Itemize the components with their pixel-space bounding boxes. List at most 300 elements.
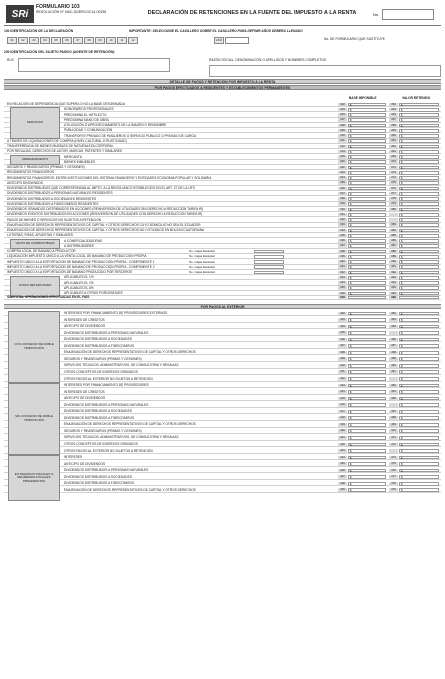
month-box[interactable]: 11 [117, 37, 127, 44]
value-input[interactable]: $ [399, 286, 439, 290]
razon-label: RAZÓN SOCIAL, DENOMINACIÓN O APELLIDOS Y NOMBRES COMPLETOS [209, 58, 327, 62]
row-label: DIVIDENDOS DISTRIBUIDOS A PERSONAS NATURALES [64, 468, 149, 473]
value-input[interactable]: $ [399, 244, 439, 248]
form-row [4, 455, 441, 460]
base-input[interactable]: $ [348, 139, 386, 143]
base-input[interactable]: $ [348, 265, 386, 269]
base-input[interactable]: $ [348, 443, 386, 447]
row-label: POR REGALÍAS, DERECHOS DE AUTOR, MARCAS, PATENTES Y SIMILARES [7, 149, 123, 154]
base-code: 320 [338, 160, 347, 164]
form-row [4, 468, 441, 473]
row-label: INTERESES DE CRÉDITOS [64, 317, 105, 322]
base-input[interactable]: $ [348, 208, 386, 212]
row-label: COMPRA LOCAL DE BANANO A PRODUCTOR [7, 249, 76, 253]
row-label: PAGOS DE BIENES O SERVICIOS NO SUJETOS A RETENCIÓN [7, 217, 102, 222]
form-row [4, 363, 441, 368]
base-input[interactable]: $ [348, 255, 386, 259]
value-input[interactable]: $ [399, 377, 439, 381]
form-103-page [4, 3, 441, 673]
form-row [4, 396, 441, 401]
base-code: 423 [338, 449, 347, 453]
base-code: 405 [338, 331, 347, 335]
value-input[interactable]: $ [399, 449, 439, 453]
base-input[interactable]: $ [348, 150, 386, 154]
subtotal-label: SUBTOTAL OPERACIONES EFECTUADAS EN EL PAÍS [7, 295, 90, 299]
cajas-input[interactable] [254, 260, 284, 264]
row-group-label: OTRAS RETENCIONES [10, 276, 60, 297]
month-box[interactable]: 03 [29, 37, 39, 44]
base-input[interactable]: $ [348, 192, 386, 196]
base-input[interactable]: $ [348, 176, 386, 180]
base-input[interactable]: $ [348, 181, 386, 185]
value-input[interactable]: $ [399, 139, 439, 143]
row-group-label: SIN CONVENIO DE DOBLE TRIBUTACIÓN [8, 383, 60, 455]
form-row [4, 475, 441, 480]
value-code: 369 [389, 155, 398, 159]
row-label: IMPUESTO ÚNICO A LA EXPORTACIÓN DE BANANO DE PRODUCCIÓN PROPIA - COMPONENTE 2 [7, 264, 155, 269]
value-input[interactable]: $ [399, 218, 439, 222]
value-input[interactable]: $ [399, 271, 439, 275]
base-input[interactable]: $ [348, 370, 386, 374]
value-input[interactable]: $ [399, 265, 439, 269]
value-input[interactable]: $ [399, 331, 439, 335]
row-label: DIVIDENDOS DISTRIBUIDOS A SOCIEDADES [64, 337, 132, 342]
value-code: 478 [389, 482, 398, 486]
base-code: 412 [338, 377, 347, 381]
month-box[interactable]: 10 [106, 37, 116, 44]
base-input[interactable]: $ [348, 429, 386, 433]
base-input[interactable]: $ [348, 213, 386, 217]
value-input[interactable]: $ [399, 197, 439, 201]
row-label: IMPUESTO ÚNICO A LA EXPORTACIÓN DE BANANO PRODUCIDO POR TERCEROS [7, 270, 133, 274]
form-row [4, 390, 441, 395]
base-input[interactable]: $ [348, 338, 386, 342]
base-input[interactable]: $ [348, 449, 386, 453]
row-label: ENAJENACIÓN DE DERECHOS REPRESENTATIVOS DE CAPITAL Y OTROS DERECHOS [64, 350, 196, 355]
row-label: LOTERÍAS, RIFAS, APUESTAS Y SIMILARES [7, 233, 73, 238]
base-input[interactable]: $ [348, 197, 386, 201]
base-code: 402 [338, 312, 347, 316]
base-input[interactable]: $ [348, 229, 386, 233]
value-input[interactable]: $ [399, 213, 439, 217]
value-input[interactable]: $ [399, 229, 439, 233]
value-input[interactable]: $ [399, 403, 439, 407]
base-input[interactable]: $ [348, 234, 386, 238]
base-input[interactable]: $ [348, 357, 386, 361]
base-code: 404 [338, 325, 347, 329]
row-label: OTROS PAGOS AL EXTERIOR NO SUJETOS A RETENCIÓN [64, 448, 153, 453]
month-box[interactable]: 04 [40, 37, 50, 44]
value-input[interactable]: $ [399, 344, 439, 348]
form-row [4, 370, 441, 375]
id-section-label: 100 IDENTIFICACIÓN DE LA DECLARACIÓN [4, 29, 74, 33]
base-code: 327 [338, 192, 347, 196]
row-label: DIVIDENDOS DISTRIBUIDOS A FIDEICOMISOS [64, 343, 135, 348]
detalle-section: DETALLE DE PAGOS Y RETENCIÓN POR IMPUESTO A LA RENTA [4, 79, 441, 84]
form-row [4, 442, 441, 447]
value-input[interactable]: $ [399, 397, 439, 401]
value-code [389, 403, 398, 407]
value-input[interactable]: $ [399, 103, 439, 107]
base-input[interactable]: $ [348, 223, 386, 227]
value-code: 388 [389, 250, 398, 254]
month-box[interactable]: 06 [62, 37, 72, 44]
value-input[interactable]: $ [399, 118, 439, 122]
value-input[interactable]: $ [399, 482, 439, 486]
subtotal-row [4, 295, 441, 300]
value-input[interactable]: $ [399, 338, 439, 342]
no-field[interactable] [382, 9, 434, 20]
value-code: 464 [389, 390, 398, 394]
base-code: 334 [338, 229, 347, 233]
row-label: DIVIDENDOS DISTRIBUIDOS A PERSONAS NATURALES [64, 330, 149, 335]
value-input[interactable]: $ [399, 260, 439, 264]
row-label: DIVIDENDOS GRAVADOS DISTRIBUIDOS EN ACCIONES (REINVERSIÓN DE UTILIDADES SIN DERECHO A REDUCCIÓN TARIFA IR) [7, 207, 203, 211]
value-code: 380 [389, 208, 398, 212]
base-input[interactable]: $ [348, 166, 386, 170]
base-code: 302 [338, 103, 347, 107]
value-input[interactable]: $ [399, 292, 439, 296]
base-code: 331 [338, 213, 347, 217]
value-code: 386 [389, 239, 398, 243]
value-input[interactable]: $ [399, 370, 439, 374]
base-input[interactable]: $ [348, 377, 386, 381]
base-code: 429 [338, 488, 347, 492]
row-label: ANTICIPO DE DIVIDENDOS [64, 396, 106, 401]
subtotal-value-field[interactable] [399, 296, 439, 300]
base-input[interactable]: $ [348, 281, 386, 285]
row-label: SERVICIOS TÉCNICOS, ADMINISTRATIVOS, DE CONSULTORÍA Y REGALÍAS [64, 363, 179, 368]
value-input[interactable]: $ [399, 176, 439, 180]
base-code: 410 [338, 364, 347, 368]
subtotal-code-2: 399 [389, 296, 398, 300]
value-code: 460 [389, 364, 398, 368]
value-input[interactable]: $ [399, 436, 439, 440]
year-field[interactable] [214, 37, 249, 44]
base-input[interactable]: $ [348, 113, 386, 117]
cajas-input[interactable] [254, 255, 284, 259]
base-code: 418 [338, 416, 347, 420]
value-code: 467 [389, 410, 398, 414]
cajas-label: No. Cajas Estándar [189, 270, 216, 274]
form-row [4, 481, 441, 486]
value-code: 390 [389, 260, 398, 264]
form-row [4, 488, 441, 493]
value-code: 387 [389, 244, 398, 248]
value-input[interactable]: $ [399, 318, 439, 322]
value-input[interactable]: $ [399, 108, 439, 112]
base-input[interactable]: $ [348, 260, 386, 264]
base-input[interactable]: $ [348, 218, 386, 222]
base-input[interactable]: $ [348, 118, 386, 122]
row-label: DIVIDENDOS EXENTOS DISTRIBUIDOS EN ACCIONES (REINVERSIÓN DE UTILIDADES CON DERECHO A REDUCCIÓN TARIFA IR) [7, 212, 203, 217]
base-input[interactable]: $ [348, 351, 386, 355]
base-input[interactable]: $ [348, 276, 386, 280]
value-input[interactable]: $ [399, 456, 439, 460]
base-code: 336 [338, 239, 347, 243]
base-input[interactable]: $ [348, 244, 386, 248]
base-input[interactable]: $ [348, 397, 386, 401]
row-label: DIVIDENDOS DISTRIBUIDOS A FIDEICOMISOS [64, 415, 135, 420]
value-input[interactable]: $ [399, 351, 439, 355]
value-input[interactable]: $ [399, 281, 439, 285]
value-code: 461 [389, 370, 398, 374]
row-label: DIVIDENDOS DISTRIBUIDOS A FIDEICOMISOS [64, 481, 135, 486]
row-label: RENDIMIENTOS FINANCIEROS: ENTRE INSTITUCIONES DEL SISTEMA FINANCIERO Y ENTIDADES ECONOMÍA POPULAR Y SOLIDARIA [7, 175, 212, 180]
value-input[interactable]: $ [399, 187, 439, 191]
value-input[interactable]: $ [399, 416, 439, 420]
base-code: 428 [338, 482, 347, 486]
value-code: 469 [389, 423, 398, 427]
value-input[interactable]: $ [399, 462, 439, 466]
cajas-input[interactable] [254, 271, 284, 275]
id-important: IMPORTANTE: SELECCIONE EL CASILLERO SOBRE EL CASILLERO PARA DEFINIR AÑOS DEBERÁ LLENADO [129, 29, 303, 33]
base-input[interactable]: $ [348, 482, 386, 486]
value-code: 454 [389, 325, 398, 329]
row-label: OTROS PAGOS AL EXTERIOR NO SUJETOS A RETENCIÓN [64, 376, 153, 381]
row-group-label: SERVICIOS [10, 107, 60, 139]
value-code [389, 449, 398, 453]
base-input[interactable]: $ [348, 403, 386, 407]
base-input[interactable]: $ [348, 108, 386, 112]
value-input[interactable]: $ [399, 234, 439, 238]
row-label: SEGUROS Y REASEGUROS (PRIMAS Y CESIONES) [7, 165, 85, 169]
base-input[interactable]: $ [348, 145, 386, 149]
row-label: PREDOMINA EL INTELECTO [64, 112, 107, 117]
base-code: 409 [338, 357, 347, 361]
value-code [389, 331, 398, 335]
value-code: 379 [389, 202, 398, 206]
value-input[interactable]: $ [399, 134, 439, 138]
row-label: BIENES INMUEBLES [64, 159, 95, 164]
base-input[interactable]: $ [348, 129, 386, 133]
value-input[interactable]: $ [399, 166, 439, 170]
row-label: ANTICIPO DE DIVIDENDOS [64, 461, 106, 466]
razon-field[interactable] [209, 65, 441, 77]
column-header [4, 96, 441, 101]
cajas-label: No. Cajas Estándar [189, 264, 216, 269]
base-code: 422 [338, 443, 347, 447]
base-code: 337 [338, 244, 347, 248]
value-code: 361 [389, 139, 398, 143]
value-code: 389 [389, 255, 398, 259]
row-label: RENDIMIENTOS FINANCIEROS [7, 170, 55, 175]
value-input[interactable]: $ [399, 469, 439, 473]
value-input[interactable]: $ [399, 155, 439, 159]
month-box[interactable]: 01 [7, 37, 17, 44]
base-code: 333 [338, 223, 347, 227]
base-input[interactable]: $ [348, 271, 386, 275]
base-code: 330 [338, 208, 347, 212]
base-input[interactable]: $ [348, 292, 386, 296]
row-label: SEGUROS Y REASEGUROS (PRIMAS Y CESIONES) [64, 428, 142, 433]
cajas-label: No. Cajas Estándar [189, 259, 216, 264]
row-label: ENAJENACIÓN DE DERECHOS REPRESENTATIVOS DE CAPITAL Y OTROS DERECHOS CUYO DOMICILIO NO SEA EL ECUADOR [7, 222, 201, 227]
base-code: 343 [338, 276, 347, 280]
row-label: DIVIDENDOS DISTRIBUIDOS A FIDEICOMISOS RESIDENTES [7, 201, 99, 206]
value-input[interactable]: $ [399, 488, 439, 492]
base-input[interactable]: $ [348, 134, 386, 138]
base-header: BASE IMPONIBLE [349, 96, 377, 100]
base-code: 335 [338, 234, 347, 238]
base-code: 341 [338, 265, 347, 269]
value-input[interactable]: $ [399, 384, 439, 388]
value-code: 370 [389, 160, 398, 164]
form-row [4, 357, 441, 362]
base-input[interactable]: $ [348, 124, 386, 128]
value-input[interactable]: $ [399, 276, 439, 280]
month-box[interactable]: 09 [95, 37, 105, 44]
base-input[interactable]: $ [348, 331, 386, 335]
base-input[interactable]: $ [348, 469, 386, 473]
row-label: INTERESES DE CRÉDITOS [64, 389, 105, 394]
value-input[interactable]: $ [399, 124, 439, 128]
value-code: 357 [389, 118, 398, 122]
base-input[interactable]: $ [348, 410, 386, 414]
value-input[interactable]: $ [399, 239, 439, 243]
base-code: 425 [338, 462, 347, 466]
form-row [4, 331, 441, 336]
value-code: 384 [389, 229, 398, 233]
base-code: 419 [338, 423, 347, 427]
value-code: 377 [389, 192, 398, 196]
value-input[interactable]: $ [399, 312, 439, 316]
base-input[interactable]: $ [348, 171, 386, 175]
value-input[interactable]: $ [399, 171, 439, 175]
base-input[interactable]: $ [348, 384, 386, 388]
row-label: ENAJENACIÓN DE DERECHOS REPRESENTATIVOS DE CAPITAL Y OTROS DERECHOS [64, 422, 196, 427]
value-code: 459 [389, 357, 398, 361]
form-row [4, 462, 441, 467]
cajas-label: No. Cajas Estándar [189, 249, 216, 253]
base-input[interactable]: $ [348, 312, 386, 316]
subtotal-base-field[interactable] [348, 296, 386, 300]
base-input[interactable]: $ [348, 488, 386, 492]
value-code: 470 [389, 429, 398, 433]
base-input[interactable]: $ [348, 423, 386, 427]
row-label: OTROS CONCEPTOS DE INGRESOS GRAVADOS [64, 442, 138, 446]
base-input[interactable]: $ [348, 103, 386, 107]
month-box[interactable]: 08 [84, 37, 94, 44]
row-label: APLICABLES EL 8% [64, 285, 94, 290]
value-input[interactable]: $ [399, 429, 439, 433]
value-input[interactable]: $ [399, 423, 439, 427]
ruc-field[interactable] [18, 58, 170, 72]
base-code: 346 [338, 292, 347, 296]
base-input[interactable]: $ [348, 187, 386, 191]
value-input[interactable]: $ [399, 443, 439, 447]
value-code: 362 [389, 145, 398, 149]
row-label: INTERESES POR FINANCIAMIENTO DE PROVEEDORES [64, 383, 149, 388]
base-input[interactable]: $ [348, 344, 386, 348]
cajas-label: No. Cajas Estándar [189, 254, 216, 259]
value-code: 465 [389, 397, 398, 401]
base-input[interactable]: $ [348, 416, 386, 420]
form-row [4, 377, 441, 382]
value-code: 385 [389, 234, 398, 238]
base-input[interactable]: $ [348, 286, 386, 290]
month-box[interactable]: 05 [51, 37, 61, 44]
base-input[interactable]: $ [348, 318, 386, 322]
base-input[interactable]: $ [348, 202, 386, 206]
base-input[interactable]: $ [348, 456, 386, 460]
base-code: 303 [338, 108, 347, 112]
form-row [4, 429, 441, 434]
row-label: DIVIDENDOS DISTRIBUIDOS A PERSONAS NATURALES [64, 402, 149, 407]
value-input[interactable]: $ [399, 208, 439, 212]
form-row [4, 403, 441, 408]
base-input[interactable]: $ [348, 390, 386, 394]
value-input[interactable]: $ [399, 202, 439, 206]
value-input[interactable]: $ [399, 150, 439, 154]
value-input[interactable]: $ [399, 192, 439, 196]
value-input[interactable]: $ [399, 223, 439, 227]
base-input[interactable]: $ [348, 250, 386, 254]
value-input[interactable]: $ [399, 357, 439, 361]
value-code: 352 [389, 103, 398, 107]
value-input[interactable]: $ [399, 160, 439, 164]
value-input[interactable]: $ [399, 250, 439, 254]
value-input[interactable]: $ [399, 113, 439, 117]
value-input[interactable]: $ [399, 181, 439, 185]
sri-logo: SRi [6, 5, 34, 23]
cajas-input[interactable] [254, 265, 284, 269]
base-input[interactable]: $ [348, 239, 386, 243]
base-input[interactable]: $ [348, 325, 386, 329]
value-input[interactable]: $ [399, 390, 439, 394]
value-code: 479 [389, 488, 398, 492]
base-code: 324 [338, 176, 347, 180]
row-label: SERVICIOS TÉCNICOS, ADMINISTRATIVOS, DE CONSULTORÍA Y REGALÍAS [64, 435, 179, 440]
value-code: 395 [389, 286, 398, 290]
month-box[interactable]: 12 [128, 37, 138, 44]
form-row [4, 324, 441, 329]
base-input[interactable]: $ [348, 155, 386, 159]
base-input[interactable]: $ [348, 364, 386, 368]
month-box[interactable]: 07 [73, 37, 83, 44]
row-group-label: CON CONVENIO DE DOBLE TRIBUTACIÓN [8, 311, 60, 383]
base-input[interactable]: $ [348, 436, 386, 440]
cajas-input[interactable] [254, 250, 284, 254]
value-input[interactable]: $ [399, 475, 439, 479]
row-label: DIVIDENDOS DISTRIBUIDOS QUE CORRESPONDAN AL IMPTO. A LA RENTA ÚNICO ESTABLECIDO EN EL ART. 27 DE LA LRTI [7, 186, 195, 190]
base-input[interactable]: $ [348, 462, 386, 466]
form-row [4, 350, 441, 355]
base-code: 329 [338, 202, 347, 206]
base-code: 421 [338, 436, 347, 440]
form-header [4, 3, 441, 26]
value-input[interactable]: $ [399, 410, 439, 414]
base-code: 338 [338, 250, 347, 254]
value-code: 354 [389, 113, 398, 117]
no-label: No. [373, 11, 380, 17]
row-label: OTROS CONCEPTOS DE INGRESOS GRAVADOS [64, 369, 138, 374]
month-box[interactable]: 02 [18, 37, 28, 44]
value-input[interactable]: $ [399, 255, 439, 259]
row-label: PREDOMINA MANO DE OBRA [64, 117, 109, 122]
value-input[interactable]: $ [399, 129, 439, 133]
base-code: 309 [338, 129, 347, 133]
value-input[interactable]: $ [399, 145, 439, 149]
value-input[interactable]: $ [399, 364, 439, 368]
value-input[interactable]: $ [399, 325, 439, 329]
row-label: DIVIDENDOS DISTRIBUIDOS A SOCIEDADES [64, 409, 132, 414]
base-input[interactable]: $ [348, 160, 386, 164]
base-code: 314 [338, 150, 347, 154]
sustituye-label: No. DE FORMULARIO QUE SUSTITUYE [324, 37, 386, 41]
base-code: 326 [338, 187, 347, 191]
base-input[interactable]: $ [348, 475, 386, 479]
